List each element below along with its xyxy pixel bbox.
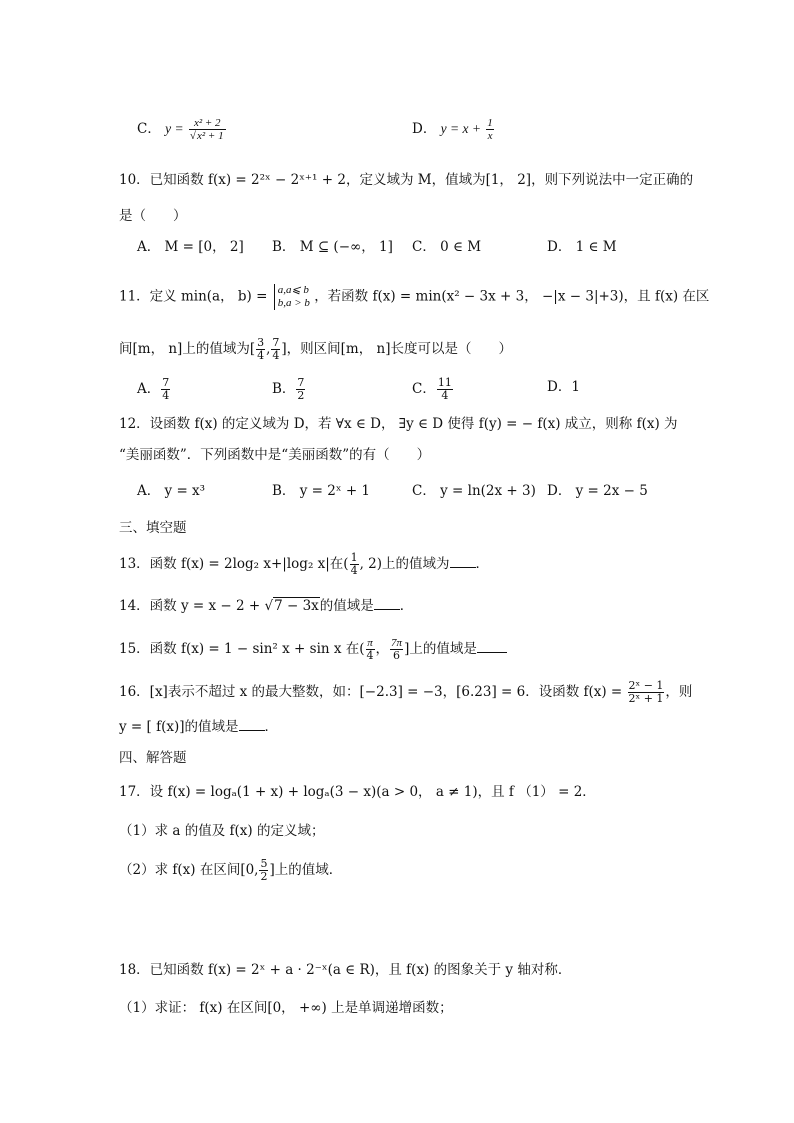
q11-case-1: a,a⩽ b [277,284,309,296]
q16-line2-end: ． [264,719,278,735]
q17-fraction [259,858,268,883]
q12-stem-line2: “美丽函数”．下列函数中是“美丽函数”的有（ ） [119,447,431,463]
q13-num: 1 [350,551,358,564]
q11-f2-num: 7 [272,336,280,349]
q15-fraction-1 [366,637,375,662]
q11-fraction-3-4 [256,337,265,362]
q11-option-a-label: A． [137,381,161,397]
q11-c-num: 11 [437,376,452,389]
q11-b-den: 2 [297,389,305,402]
q11-option-d [547,377,580,397]
q11-option-b [272,377,306,402]
q17-part2-a: （2）求 f(x) 在区间[0, [119,862,259,878]
q10-option-d: D． 1 ∈ M [547,239,617,255]
q15-a: 15．函数 f(x) = 1 − sin² x + sin x 在( [119,641,365,657]
section-4-heading: 四、解答题 [119,750,187,766]
q11-line2-b: ]，则区间[m， n]长度可以是（ ） [281,341,512,357]
q9-option-d-label: D． [412,121,437,137]
q15-f2-num: 7π [391,637,403,649]
q13-a: 13．函数 f(x) = 2log₂ x+|log₂ x|在( [119,556,349,572]
q11-f2-den: 4 [272,349,280,362]
q17-part-1: （1）求 a 的值及 f(x) 的定义域； [119,823,325,839]
section-3-heading: 三、填空题 [119,520,187,536]
q11-prefix: 11．定义 min(a， b) = [119,288,268,305]
q12-option-a: A． y = x³ [137,483,206,499]
q11-f1-den: 4 [257,349,265,362]
q17-part2-b: ]上的值域． [269,862,343,878]
q11-fraction-7-4 [271,337,280,362]
q9-d-denominator: x [487,130,493,142]
q15-f1-den: 4 [366,649,374,662]
q14-answer-blank[interactable] [374,597,400,610]
q16-answer-blank[interactable] [239,718,265,731]
q16-fraction [628,680,665,705]
q18-stem: 18．已知函数 f(x) = 2ˣ + a · 2⁻ˣ(a ∈ R)，且 f(x) 的图象关于 y 轴对称． [119,962,572,978]
q9-c-denominator-radicand: x² + 1 [196,130,224,142]
q11-suffix: ，若函数 f(x) = min(x² − 3x + 3， −|x − 3|+3)，且 f(x) 在区 [314,288,710,305]
q16-stem-line1 [119,680,692,705]
q14-b: 的值域是 [319,598,374,614]
q11-piecewise [274,284,310,310]
q9-option-c [137,117,227,142]
q9-option-c-lhs: y = [165,121,184,136]
q9-option-c-fraction [189,117,226,142]
q15-f2-den: 6 [393,649,401,662]
q9-d-numerator: 1 [487,117,493,129]
q11-stem-line1 [119,284,709,310]
q11-option-d-label: D． [547,379,572,395]
q11-stem-line2: 间[m， n]上的值域为[ $\frac{3}{4}$ , $\frac{7}{4}$ ]，则区间[m， n]长度可以是（ ） [119,336,512,362]
q16-line2-a: y = [ f(x)]的值域是 [119,719,239,735]
q11-option-a-fraction [161,377,170,402]
q11-option-a [137,377,171,402]
q12-option-b: B． y = 2ˣ + 1 [272,483,371,499]
q11-case-2: b,a > b [277,297,310,309]
q12-option-c: C． y = ln(2x + 3) [412,483,536,499]
q11-a-num: 7 [162,376,170,389]
q11-line2-a: 间[m， n]上的值域为[ [119,341,256,357]
q12-stem-line1: 12．设函数 f(x) 的定义域为 D，若 ∀x ∈ D， ∃y ∈ D 使得 f(y) = − f(x) 成立，则称 f(x) 为 [119,416,678,432]
q11-option-c-fraction [437,377,453,402]
q17-stem: 17．设 f(x) = logₐ(1 + x) + logₐ(3 − x)(a > 0， a ≠ 1)，且 f （1） = 2． [119,784,596,800]
q14-end: ． [399,598,414,614]
q13-answer-blank[interactable] [450,555,476,568]
q11-f1-num: 3 [257,336,265,349]
q16-a: 16．[x]表示不超过 x 的最大整数，如：[−2.3] = −3，[6.23] = 6．设函数 f(x) = [119,684,623,700]
q15-f1-num: π [367,637,373,649]
q17-part-2 [119,858,342,883]
q10-option-b: B． M ⊆ (−∞， 1] [272,239,393,255]
q11-option-b-label: B． [272,381,296,397]
q17-den: 2 [260,870,268,883]
q16-b: ，则 [665,684,693,700]
q13-fraction [350,552,359,577]
q16-stem-line2 [119,717,278,737]
q13-den: 4 [350,564,358,577]
q17-num: 5 [260,857,268,870]
q13-stem [119,552,489,577]
q11-a-den: 4 [162,389,170,402]
q11-option-c-label: C． [412,381,436,397]
q9-c-denominator: √x² + 1 [189,130,224,142]
q15-b: ]上的值域是 [404,641,477,657]
q16-den: 2ˣ + 1 [628,692,664,705]
q13-end: ． [475,556,490,572]
q9-option-d [412,117,495,142]
q11-option-d-text: 1 [571,379,580,395]
q11-b-num: 7 [297,376,305,389]
q16-num: 2ˣ − 1 [628,679,664,692]
q11-option-b-fraction [296,377,305,402]
q12-option-d: D． y = 2x − 5 [547,483,648,499]
q15-answer-blank[interactable] [477,640,507,653]
q15-mid: ， [375,641,390,657]
q9-option-d-fraction [486,117,494,142]
q9-c-numerator: x² + 2 [189,117,226,130]
q9-option-c-label: C． [137,121,161,137]
q10-option-c: C． 0 ∈ M [412,239,482,255]
q15-fraction-2 [390,637,403,662]
q10-option-a: A． M = [0， 2] [137,239,244,255]
q18-part-1: （1）求证： f(x) 在区间[0， +∞) 上是单调递增函数； [119,1000,453,1016]
q11-c-den: 4 [441,389,449,402]
q14-a: 14．函数 y = x − 2 + [119,598,261,614]
q9-option-d-expr: y = x + [440,121,481,136]
q10-stem-line1: 10．已知函数 f(x) = 2²ˣ − 2ˣ⁺¹ + 2，定义域为 M，值域为[1， 2]，则下列说法中一定正确的 [119,172,694,188]
q14-stem: 14．函数 y = x − 2 + √7 − 3x的值域是 ． [119,598,414,614]
q10-stem-line2: 是（ ） [119,208,187,224]
q11-option-c [412,377,454,402]
q13-b: , 2)上的值域为 [359,556,450,572]
q15-stem [119,637,507,662]
q14-radicand: 7 − 3x [274,598,319,614]
